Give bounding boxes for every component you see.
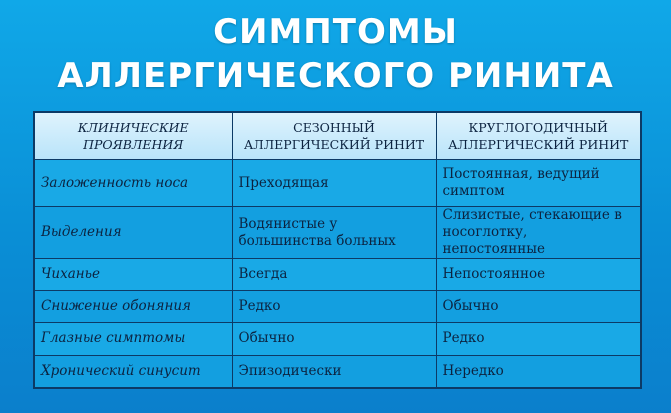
perennial-cell: Редко	[436, 322, 641, 355]
seasonal-cell: Преходящая	[232, 160, 436, 207]
table-row	[34, 160, 641, 207]
table-header-row	[34, 112, 641, 160]
table-row	[34, 355, 641, 388]
symptom-cell: Чиханье	[34, 259, 232, 290]
perennial-cell: Постоянная, ведущий симптом	[436, 160, 641, 207]
perennial-cell: Обычно	[436, 290, 641, 322]
table-row	[34, 322, 641, 355]
table-row	[34, 290, 641, 322]
table-row	[34, 259, 641, 290]
perennial-cell: Слизистые, стекающие в носоглотку, непостоянные	[436, 207, 641, 259]
seasonal-cell: Эпизодически	[232, 355, 436, 388]
symptoms-table	[33, 111, 642, 389]
table-row	[34, 207, 641, 259]
symptom-cell: Заложенность носа	[34, 160, 232, 207]
perennial-cell: Непостоянное	[436, 259, 641, 290]
symptom-cell: Хронический синусит	[34, 355, 232, 388]
seasonal-cell: Обычно	[232, 322, 436, 355]
header-clinical: КЛИНИЧЕСКИЕ ПРОЯВЛЕНИЯ	[34, 112, 232, 160]
symptom-cell: Глазные симптомы	[34, 322, 232, 355]
page-title-line1: СИМПТОМЫ	[213, 12, 458, 52]
seasonal-cell: Водянистые у большинства больных	[232, 207, 436, 259]
symptom-cell: Снижение обоняния	[34, 290, 232, 322]
header-perennial: КРУГЛОГОДИЧНЫЙ АЛЛЕРГИЧЕСКИЙ РИНИТ	[436, 112, 641, 160]
page-title-line2: АЛЛЕРГИЧЕСКОГО РИНИТА	[57, 56, 614, 96]
seasonal-cell: Всегда	[232, 259, 436, 290]
header-seasonal: СЕЗОННЫЙ АЛЛЕРГИЧЕСКИЙ РИНИТ	[232, 112, 436, 160]
seasonal-cell: Редко	[232, 290, 436, 322]
symptom-cell: Выделения	[34, 207, 232, 259]
perennial-cell: Нередко	[436, 355, 641, 388]
